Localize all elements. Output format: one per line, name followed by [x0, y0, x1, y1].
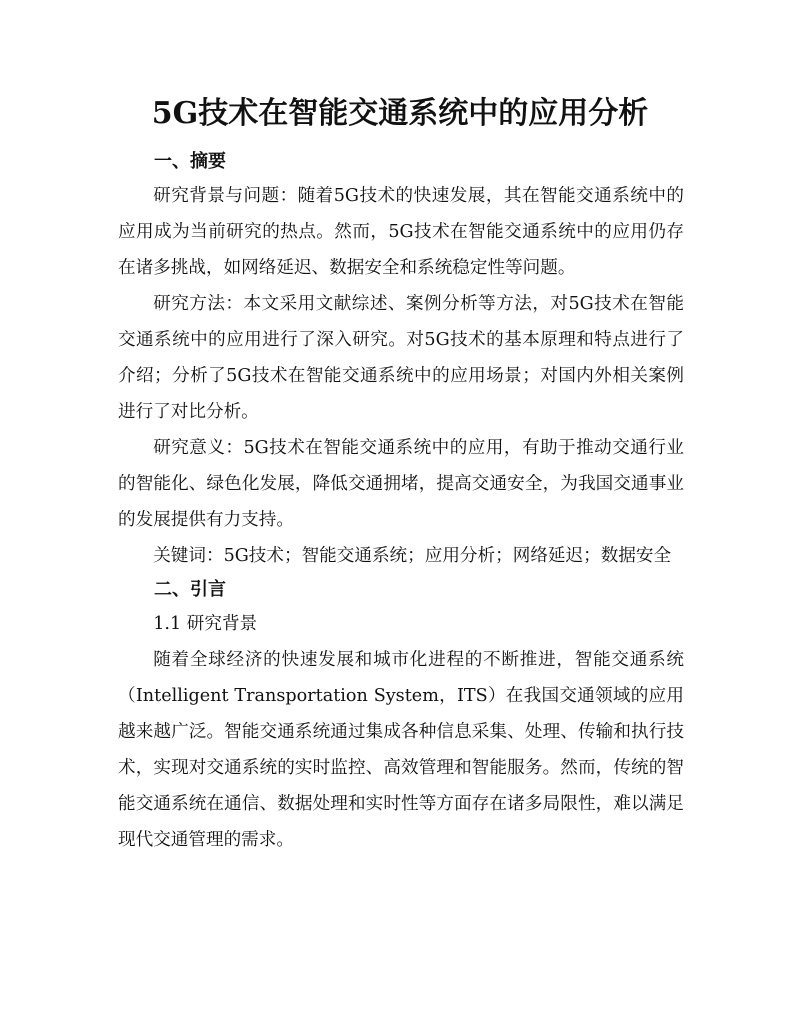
intro-heading: 二、引言 — [154, 579, 226, 600]
abstract-heading: 一、摘要 — [154, 151, 226, 172]
document-body — [118, 146, 684, 858]
abstract-background-paragraph: 研究背景与问题：随着5G技术的快速发展，其在智能交通系统中的应用成为当前研究的热点。然而，5G技术在智能交通系统中的应用仍存在诸多挑战，如网络延迟、数据安全和系统稳定性等问题。 — [118, 186, 684, 278]
intro-subheading: 1.1 研究背景 — [153, 614, 258, 634]
abstract-significance-paragraph: 研究意义：5G技术在智能交通系统中的应用，有助于推动交通行业的智能化、绿色化发展，降低交通拥堵，提高交通安全，为我国交通事业的发展提供有力支持。 — [118, 438, 684, 530]
document-title: 5G技术在智能交通系统中的应用分析 — [151, 96, 649, 131]
intro-background-paragraph: 随着全球经济的快速发展和城市化进程的不断推进，智能交通系统（Intelligent Transportation System，ITS）在我国交通领域的应用越来越广泛。智能交通系统通过集成各种信息采集、处理、传输和执行技术，实现对交通系统的实时监控、高效管理和智能服务。然而，传统的智能交通系统在通信、数据处理和实时性等方面存在诸多局限性，难以满足现代交通管理的需求。 — [118, 650, 684, 850]
abstract-method-paragraph: 研究方法：本文采用文献综述、案例分析等方法，对5G技术在智能交通系统中的应用进行了深入研究。对5G技术的基本原理和特点进行了介绍；分析了5G技术在智能交通系统中的应用场景；对国内外相关案例进行了对比分析。 — [118, 294, 684, 422]
keywords-paragraph: 关键词：5G技术；智能交通系统；应用分析；网络延迟；数据安全 — [153, 546, 672, 566]
